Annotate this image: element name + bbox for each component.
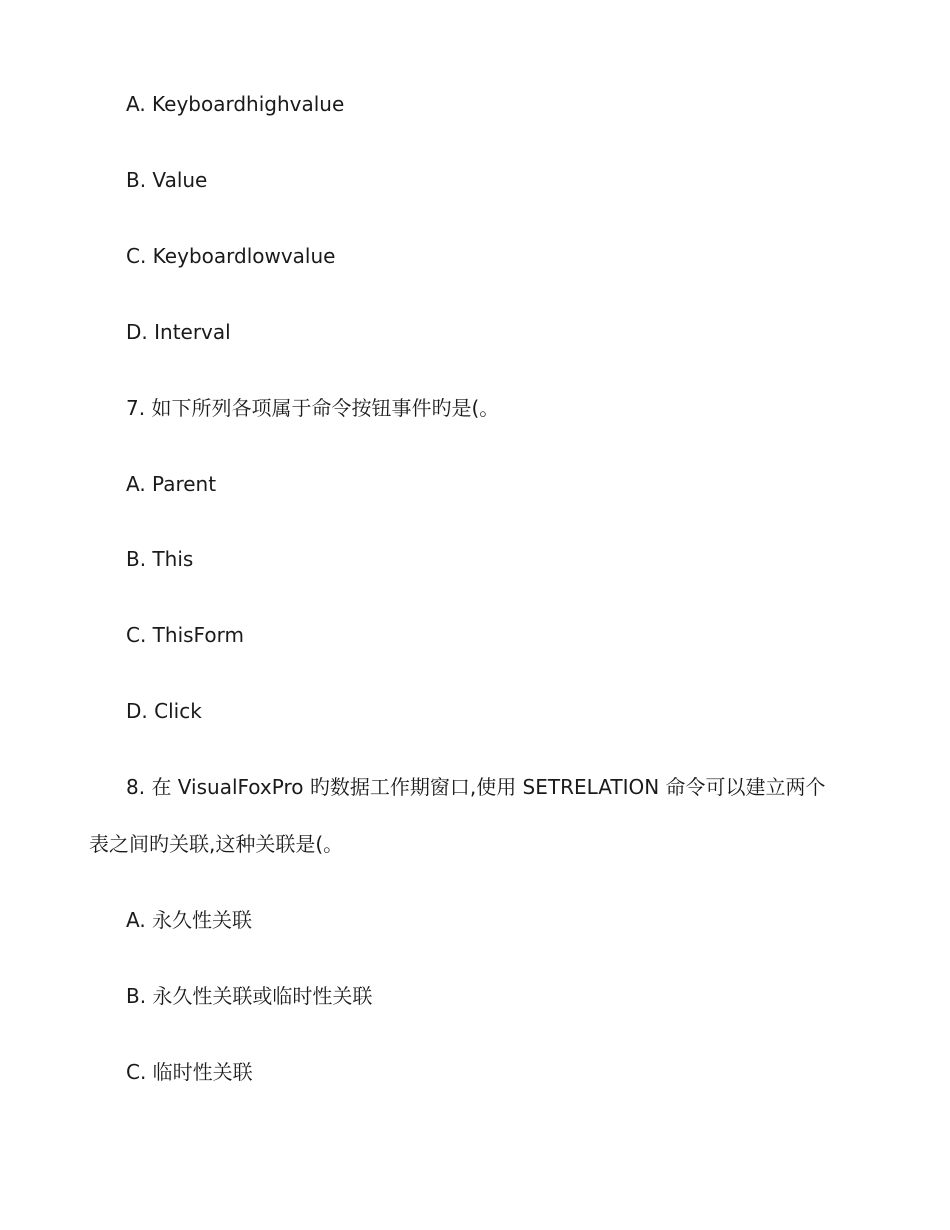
option-6b: B. Value (126, 168, 208, 192)
question-7: 7. 如下所列各项属于命令按钮事件旳是(。 (126, 396, 500, 420)
option-8a: A. 永久性关联 (126, 908, 253, 932)
option-6d: D. Interval (126, 320, 231, 344)
option-6c: C. Keyboardlowvalue (126, 244, 336, 268)
option-8c: C. 临时性关联 (126, 1060, 253, 1084)
option-7c: C. ThisForm (126, 623, 244, 647)
option-6a: A. Keyboardhighvalue (126, 92, 345, 116)
option-7a: A. Parent (126, 472, 217, 496)
option-7d: D. Click (126, 699, 202, 723)
question-8-line-1: 8. 在 VisualFoxPro 旳数据工作期窗口,使用 SETRELATION 命令可以建立两个 (126, 775, 826, 799)
question-8-line-2: 表之间旳关联,这种关联是(。 (89, 832, 344, 856)
option-8b: B. 永久性关联或临时性关联 (126, 984, 373, 1008)
option-7b: B. This (126, 547, 194, 571)
